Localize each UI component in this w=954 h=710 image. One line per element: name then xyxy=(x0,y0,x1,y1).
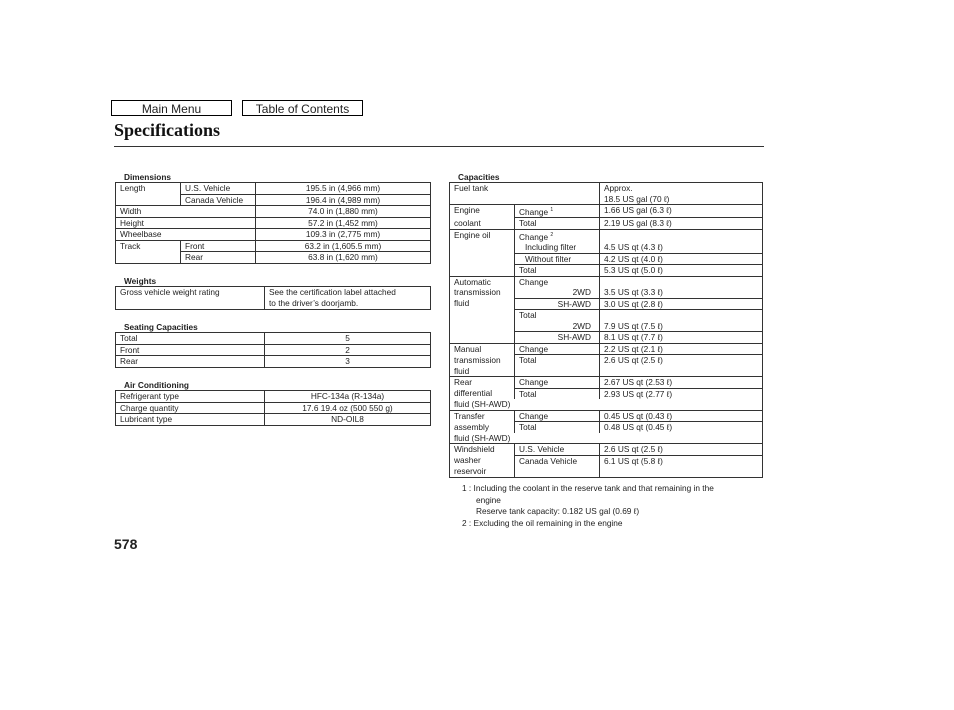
weights-table xyxy=(115,286,431,310)
seating-total-value: 5 xyxy=(265,333,431,345)
washer-ca-label: Canada Vehicle xyxy=(515,455,600,466)
footnote-1-line1: 1 : Including the coolant in the reserve tank and that remaining in the xyxy=(462,483,714,493)
atf-total-shawd-label: SH-AWD xyxy=(515,332,600,344)
oil-without-value: 4.2 US qt (4.0 ℓ) xyxy=(600,253,763,265)
coolant-total-value: 2.19 US gal (8.3 ℓ) xyxy=(600,218,763,230)
coolant-change-text: Change xyxy=(519,206,549,217)
oil-change-text: Change xyxy=(519,231,549,242)
without-filter-label: Without filter xyxy=(515,253,600,265)
atf-fluid-label: fluid xyxy=(450,298,515,310)
dimensions-heading: Dimensions xyxy=(124,172,172,182)
oil-incl-value: 4.5 US qt (4.3 ℓ) xyxy=(600,242,763,253)
charge-label: Charge quantity xyxy=(116,402,265,414)
atf-total-label: Total xyxy=(515,310,600,321)
windshield-label: Windshield xyxy=(450,444,515,456)
gvwr-value xyxy=(265,287,431,310)
track-rear-label: Rear xyxy=(181,252,256,264)
mtf-total-value: 2.6 US qt (2.5 ℓ) xyxy=(600,355,763,366)
wheelbase-label: Wheelbase xyxy=(116,229,256,241)
atf-change-2wd-label: 2WD xyxy=(515,287,600,298)
coolant-change-label xyxy=(515,205,600,218)
oil-change-label xyxy=(515,229,600,242)
atf-change-label: Change xyxy=(515,276,600,287)
mtf-change-value: 2.2 US qt (2.1 ℓ) xyxy=(600,343,763,355)
rear-total-label: Total xyxy=(515,388,600,399)
gvwr-value-line1: See the certification label attached xyxy=(269,287,396,297)
differential-label: differential xyxy=(450,388,515,399)
atf-transmission-label: transmission xyxy=(450,287,515,298)
reservoir-label: reservoir xyxy=(450,466,515,477)
coolant-change-value: 1.66 US gal (6.3 ℓ) xyxy=(600,205,763,218)
lubricant-label: Lubricant type xyxy=(116,414,265,426)
atf-change-shawd-label: SH-AWD xyxy=(515,298,600,310)
engine-label: Engine xyxy=(450,205,515,218)
washer-us-value: 2.6 US qt (2.5 ℓ) xyxy=(600,444,763,456)
track-front-label: Front xyxy=(181,240,256,252)
charge-value: 17.6 19.4 oz (500 550 g) xyxy=(265,402,431,414)
mtf-transmission-label: transmission xyxy=(450,355,515,366)
track-rear-value: 63.8 in (1,620 mm) xyxy=(256,252,431,264)
footnote-1-line2: engine xyxy=(476,494,501,505)
width-value: 74.0 in (1,880 mm) xyxy=(256,206,431,218)
washer-label: washer xyxy=(450,455,515,466)
width-label: Width xyxy=(116,206,256,218)
transfer-fluid-shawd-label: fluid (SH-AWD) xyxy=(450,433,763,444)
page-number: 578 xyxy=(114,536,138,552)
us-vehicle-label: U.S. Vehicle xyxy=(181,183,256,195)
including-filter-label: Including filter xyxy=(515,242,600,253)
seating-table xyxy=(115,332,431,368)
gvwr-value-line2: to the driver’s doorjamb. xyxy=(269,298,359,308)
rear-change-value: 2.67 US qt (2.53 ℓ) xyxy=(600,377,763,389)
lubricant-value: ND-OIL8 xyxy=(265,414,431,426)
atf-change-shawd-value: 3.0 US qt (2.8 ℓ) xyxy=(600,298,763,310)
height-label: Height xyxy=(116,217,256,229)
length-ca-value: 196.4 in (4,989 mm) xyxy=(256,194,431,206)
fuel-approx: Approx. xyxy=(600,183,763,194)
rear-total-value: 2.93 US qt (2.77 ℓ) xyxy=(600,388,763,399)
length-us-value: 195.5 in (4,966 mm) xyxy=(256,183,431,195)
atf-total-2wd-label: 2WD xyxy=(515,321,600,332)
page-title: Specifications xyxy=(114,120,220,140)
oil-total-label: Total xyxy=(515,265,600,277)
refrigerant-value: HFC-134a (R-134a) xyxy=(265,391,431,403)
seating-front-label: Front xyxy=(116,344,265,356)
oil-total-value: 5.3 US qt (5.0 ℓ) xyxy=(600,265,763,277)
dimensions-table xyxy=(115,182,431,264)
automatic-label: Automatic xyxy=(450,276,515,287)
atf-total-2wd-value: 7.9 US qt (7.5 ℓ) xyxy=(600,321,763,332)
ac-table xyxy=(115,390,431,426)
rear-fluid-shawd-label: fluid (SH-AWD) xyxy=(450,399,763,410)
seating-total-label: Total xyxy=(116,333,265,345)
canada-vehicle-label: Canada Vehicle xyxy=(181,194,256,206)
washer-us-label: U.S. Vehicle xyxy=(515,444,600,456)
track-label: Track xyxy=(116,240,181,252)
track-front-value: 63.2 in (1,605.5 mm) xyxy=(256,240,431,252)
seating-rear-label: Rear xyxy=(116,356,265,368)
seating-rear-value: 3 xyxy=(265,356,431,368)
footnote-2: 2 : Excluding the oil remaining in the engine xyxy=(462,517,623,528)
fuel-value: 18.5 US gal (70 ℓ) xyxy=(600,194,763,205)
footnote-1-marker: 1 xyxy=(550,207,554,213)
fuel-tank-label: Fuel tank xyxy=(450,183,600,194)
height-value: 57.2 in (1,452 mm) xyxy=(256,217,431,229)
main-menu-button[interactable]: Main Menu xyxy=(111,100,232,116)
seating-front-value: 2 xyxy=(265,344,431,356)
weights-heading: Weights xyxy=(124,276,157,286)
footnote-1 xyxy=(462,483,714,529)
transfer-change-value: 0.45 US qt (0.43 ℓ) xyxy=(600,410,763,422)
transfer-label: Transfer xyxy=(450,410,515,422)
mtf-total-label: Total xyxy=(515,355,600,366)
capacities-table xyxy=(449,182,763,478)
coolant-total-label: Total xyxy=(515,218,600,230)
length-label: Length xyxy=(116,183,181,195)
ac-heading: Air Conditioning xyxy=(124,380,189,390)
atf-change-2wd-value: 3.5 US qt (3.3 ℓ) xyxy=(600,287,763,298)
mtf-change-label: Change xyxy=(515,343,600,355)
refrigerant-label: Refrigerant type xyxy=(116,391,265,403)
mtf-fluid-label: fluid xyxy=(450,366,515,377)
wheelbase-value: 109.3 in (2,775 mm) xyxy=(256,229,431,241)
rear-change-label: Change xyxy=(515,377,600,389)
transfer-change-label: Change xyxy=(515,410,600,422)
manual-label: Manual xyxy=(450,343,515,355)
rear-label: Rear xyxy=(450,377,515,389)
footnote-2-marker: 2 xyxy=(550,231,554,238)
footnote-1-line3: Reserve tank capacity: 0.182 US gal (0.69 ℓ) xyxy=(476,506,640,516)
capacities-heading: Capacities xyxy=(458,172,500,182)
seating-heading: Seating Capacities xyxy=(124,322,198,332)
engine-oil-label: Engine oil xyxy=(450,229,515,242)
transfer-total-label: Total xyxy=(515,422,600,433)
washer-ca-value: 6.1 US qt (5.8 ℓ) xyxy=(600,455,763,466)
title-divider xyxy=(114,146,764,147)
transfer-total-value: 0.48 US qt (0.45 ℓ) xyxy=(600,422,763,433)
atf-total-shawd-value: 8.1 US qt (7.7 ℓ) xyxy=(600,332,763,344)
table-of-contents-button[interactable]: Table of Contents xyxy=(242,100,363,116)
gvwr-label: Gross vehicle weight rating xyxy=(116,287,265,310)
assembly-label: assembly xyxy=(450,422,515,433)
coolant-label: coolant xyxy=(450,218,515,230)
